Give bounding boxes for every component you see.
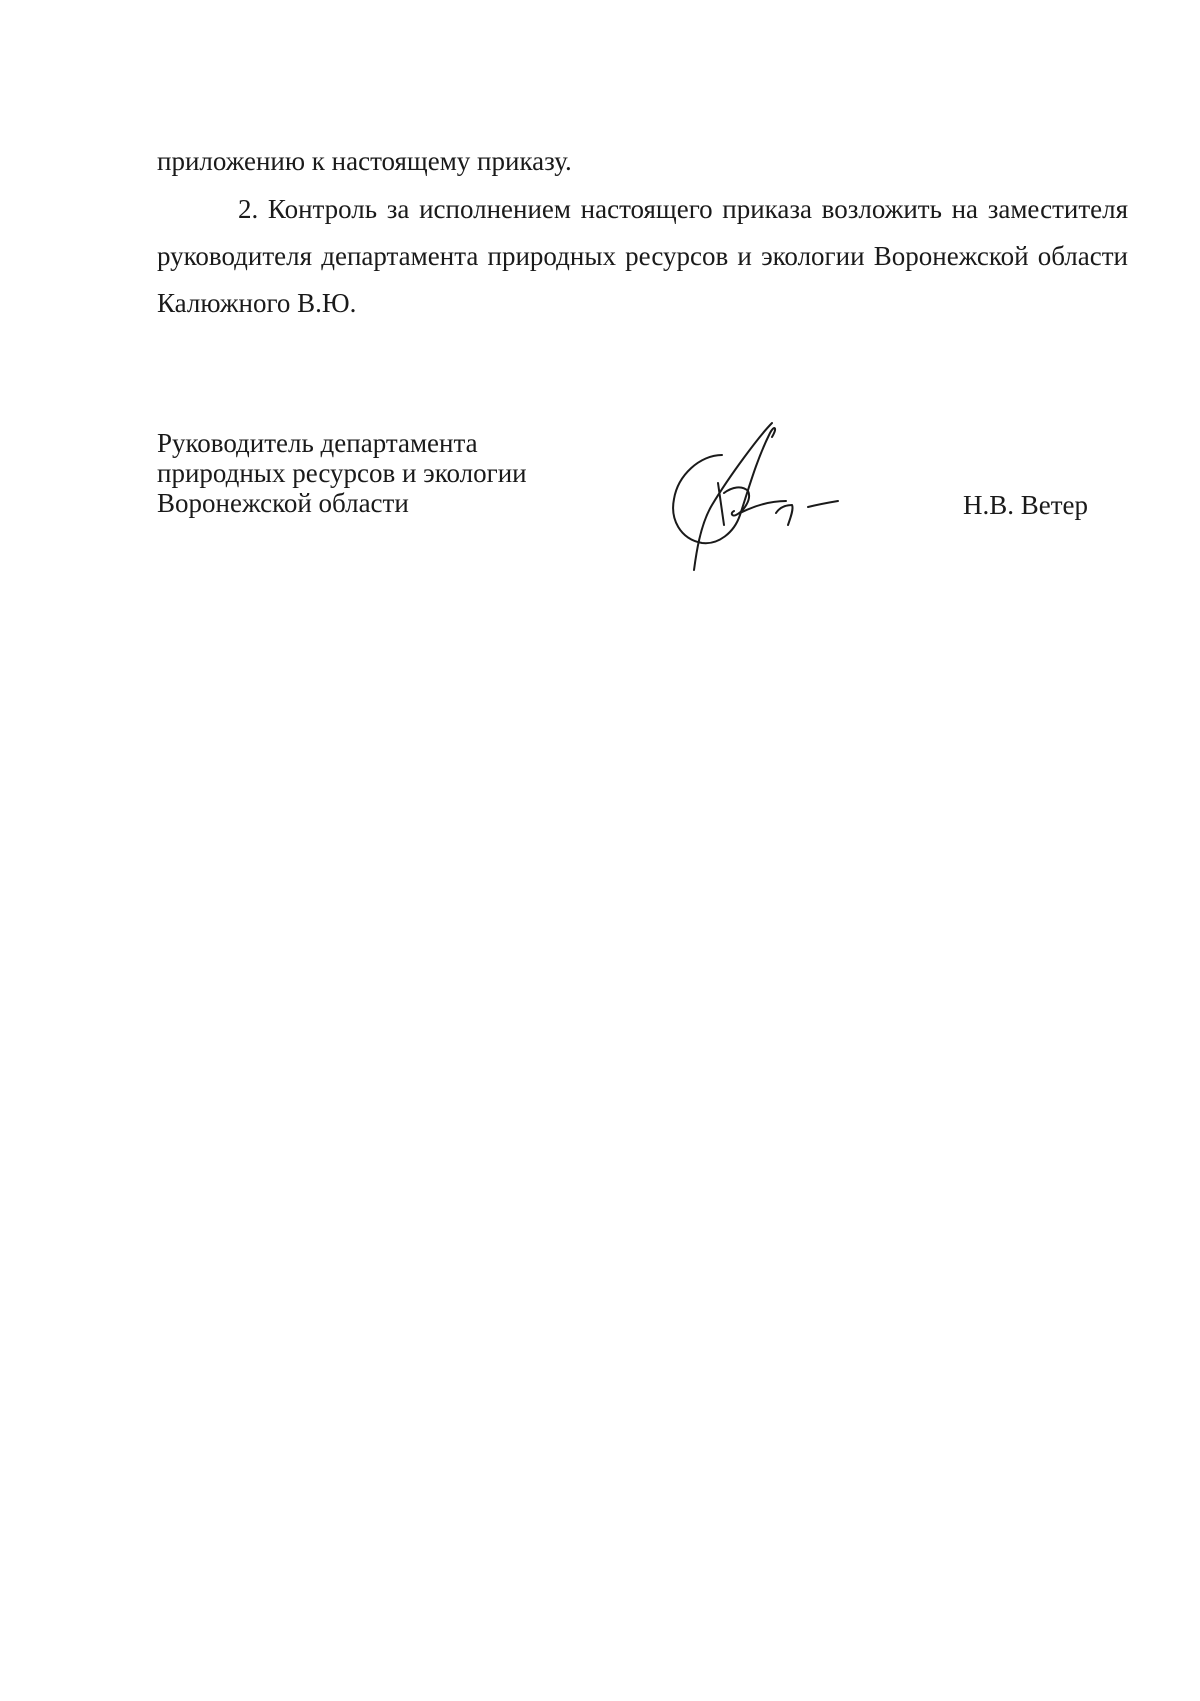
position-line-3: Воронежской области	[157, 488, 409, 518]
handwritten-signature-icon	[660, 415, 860, 575]
signatory-position	[157, 428, 657, 518]
position-line-2: природных ресурсов и экологии	[157, 458, 527, 488]
signer-name: Н.В. Ветер	[963, 490, 1089, 520]
paragraph-control-clause: 2. Контроль за исполнением настоящего приказа возложить на заместителя руководителя департамента природных ресурсов и экологии Воронежской области Калюжного В.Ю.	[157, 194, 1128, 318]
paragraph-continuation: приложению к настоящему приказу.	[157, 146, 572, 176]
position-line-1: Руководитель департамента	[157, 428, 478, 458]
